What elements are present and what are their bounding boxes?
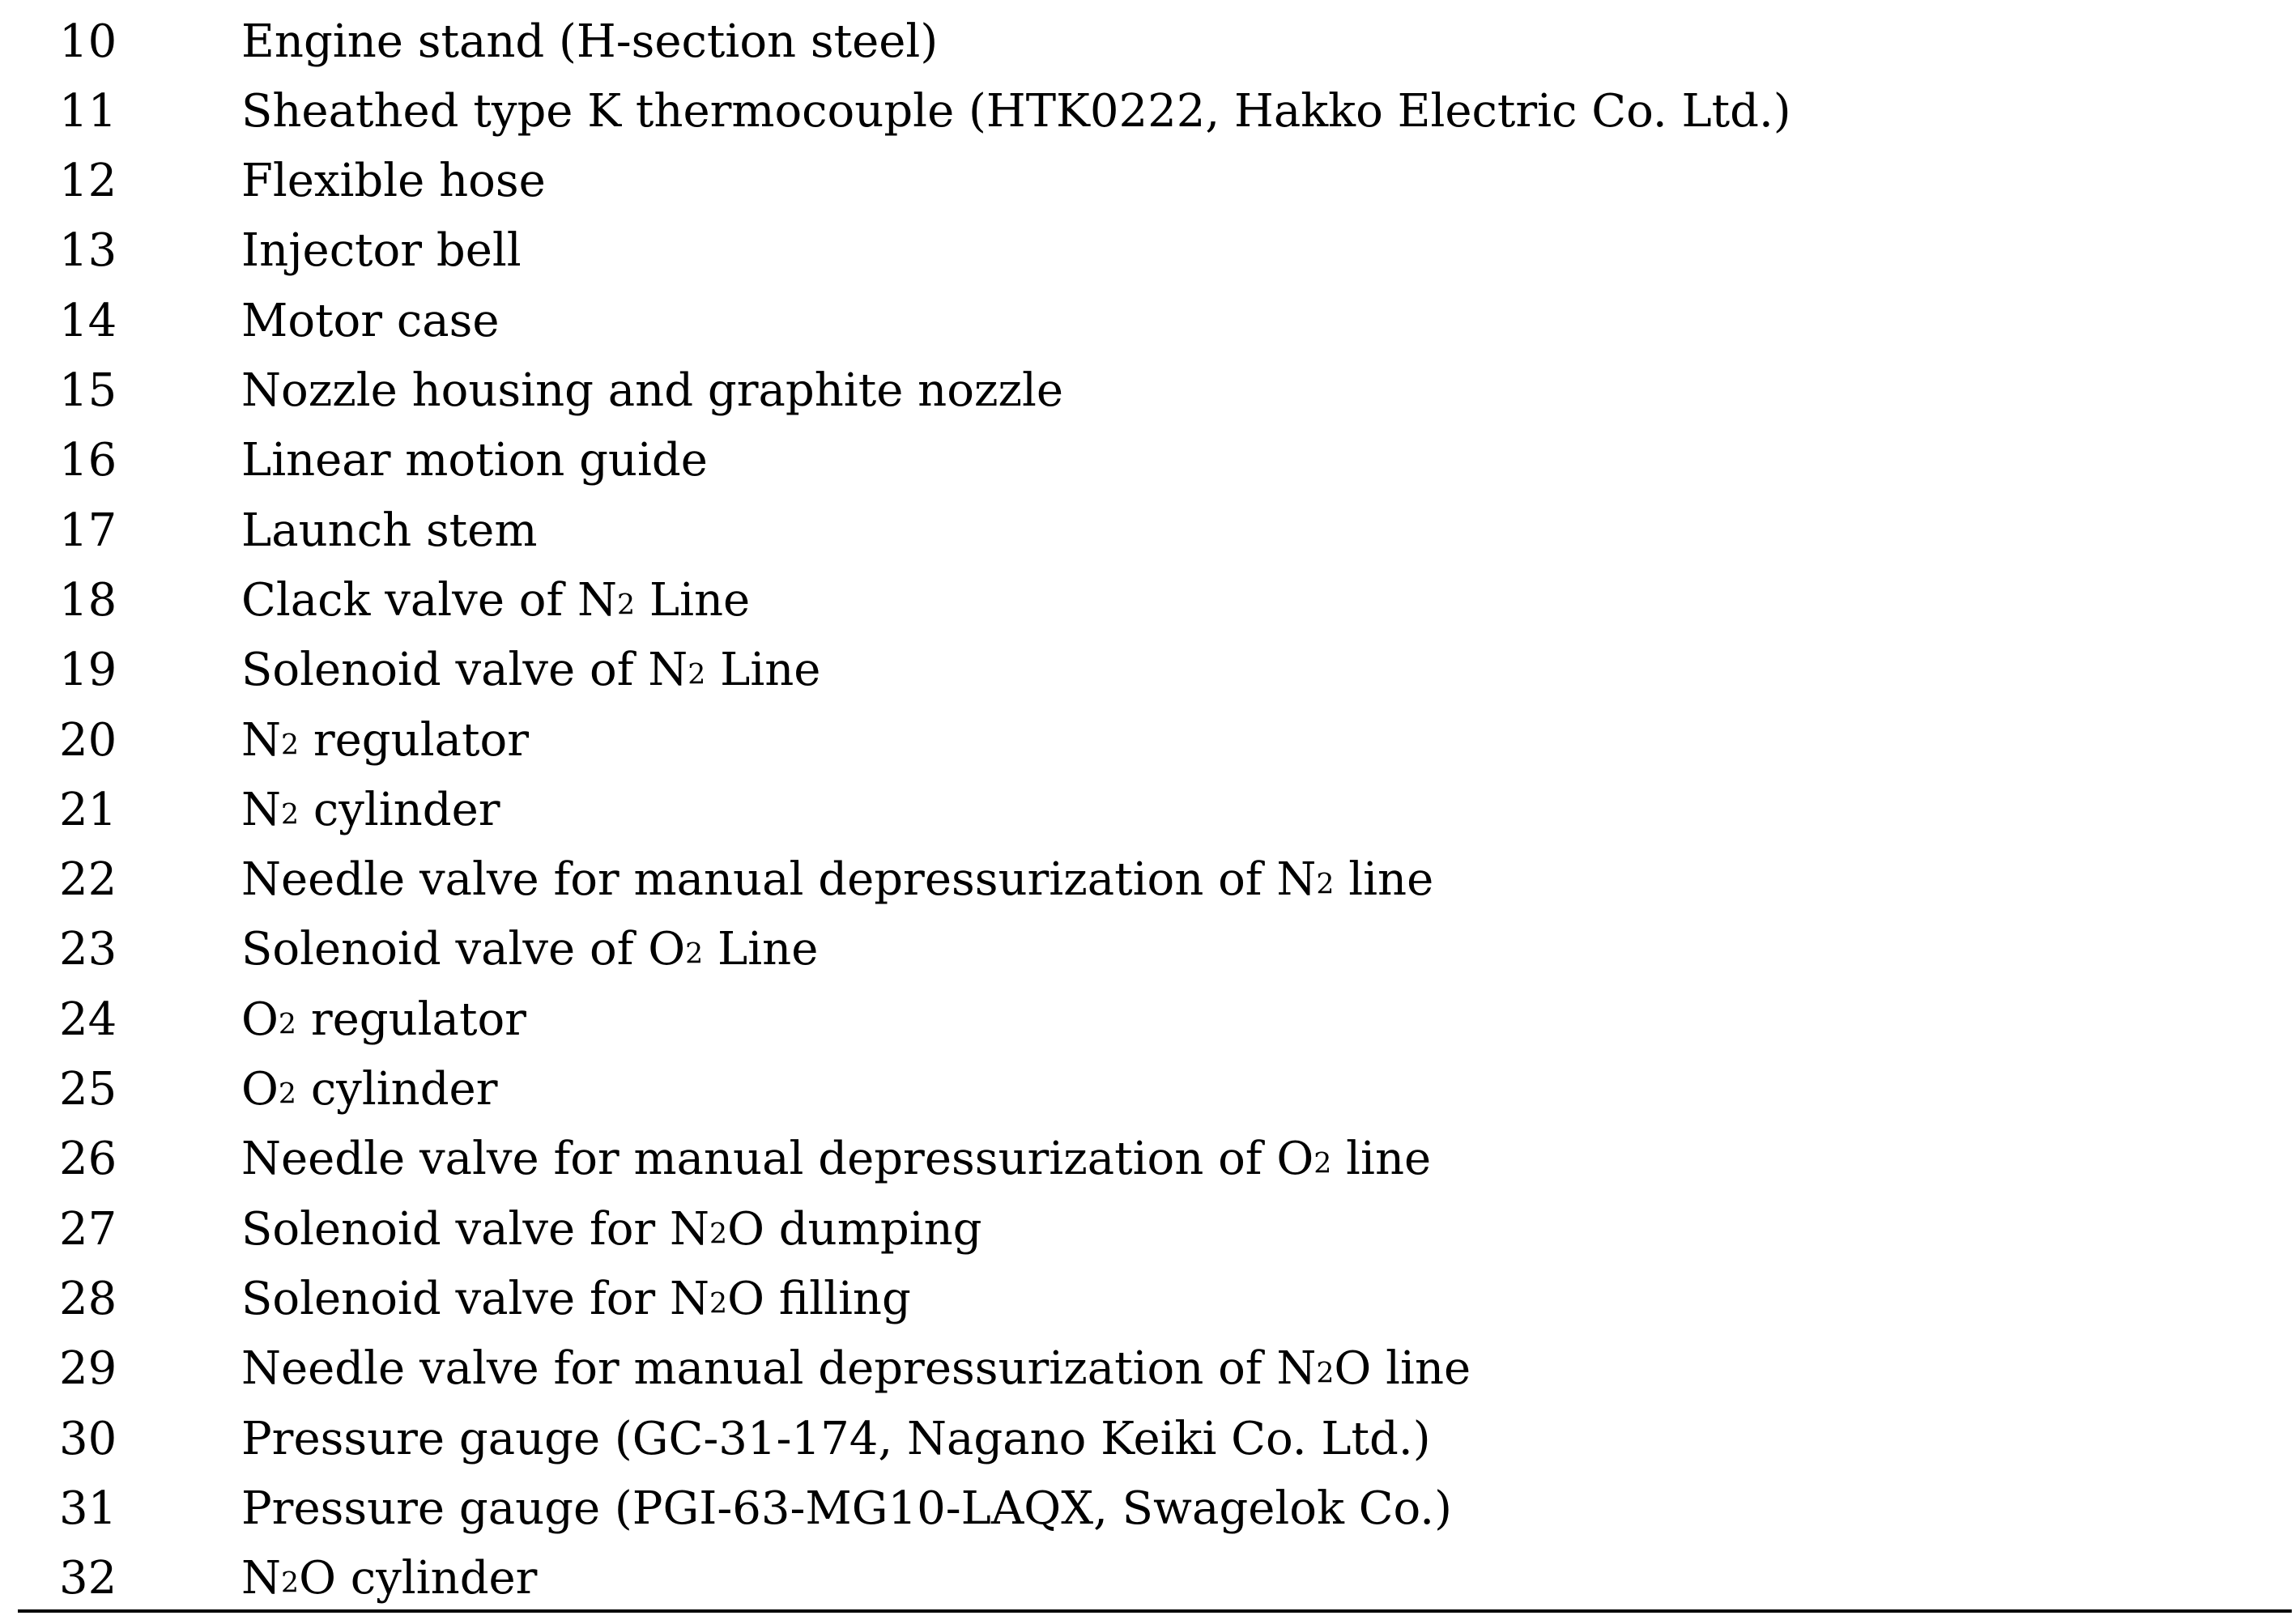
- item-description: [241, 1063, 497, 1116]
- text-segment: Injector bell: [241, 224, 522, 278]
- item-number: 21: [59, 783, 117, 836]
- text-segment: Needle valve for manual depressurization of N: [241, 1342, 1317, 1396]
- item-description: [241, 155, 546, 207]
- item-number: 28: [59, 1272, 117, 1325]
- text-segment: N: [241, 713, 281, 767]
- item-description: [241, 1342, 1471, 1395]
- item-number: 14: [59, 294, 117, 347]
- table-bottom-rule: [18, 1609, 2292, 1613]
- subscript: 2: [278, 1007, 297, 1040]
- subscript: 2: [281, 798, 300, 831]
- text-segment: N: [241, 1552, 281, 1605]
- text-segment: Solenoid valve of O: [241, 923, 686, 976]
- text-segment: O: [241, 1063, 279, 1116]
- text-segment: O cylinder: [299, 1552, 538, 1605]
- item-number: 27: [59, 1202, 117, 1256]
- item-description: [241, 923, 818, 976]
- subscript: 2: [1314, 1147, 1332, 1180]
- item-description: [241, 15, 938, 68]
- item-number: 26: [59, 1133, 117, 1186]
- text-segment: Line: [705, 644, 821, 697]
- item-number: 22: [59, 853, 117, 907]
- item-number: 10: [59, 15, 117, 68]
- subscript: 2: [688, 658, 706, 691]
- item-description: [241, 295, 499, 347]
- text-segment: Flexible hose: [241, 155, 546, 208]
- text-segment: O dumping: [727, 1202, 982, 1256]
- text-segment: Solenoid valve for N: [241, 1202, 709, 1256]
- text-segment: Motor case: [241, 294, 500, 347]
- item-number: 17: [59, 504, 117, 557]
- item-number: 32: [59, 1552, 117, 1605]
- text-segment: Solenoid valve of N: [241, 644, 688, 697]
- subscript: 2: [685, 937, 704, 971]
- text-segment: regulator: [299, 713, 530, 767]
- item-description: [241, 574, 750, 627]
- subscript: 2: [1316, 868, 1335, 901]
- item-description: [241, 1413, 1431, 1465]
- subscript: 2: [281, 728, 300, 761]
- text-segment: cylinder: [296, 1063, 498, 1116]
- text-segment: Sheathed type K thermocouple (HTK0222, Hakko Electric Co. Ltd.): [241, 84, 1791, 138]
- text-segment: Line: [703, 923, 819, 976]
- item-description: [241, 784, 500, 836]
- text-segment: Nozzle housing and graphite nozzle: [241, 364, 1063, 417]
- item-number: 30: [59, 1412, 117, 1465]
- item-number: 16: [59, 434, 117, 487]
- item-description: [241, 1203, 982, 1256]
- item-description: [241, 504, 537, 557]
- text-segment: Line: [635, 573, 751, 627]
- text-segment: O: [241, 993, 279, 1046]
- text-segment: Linear motion guide: [241, 434, 708, 487]
- item-description: [241, 993, 526, 1046]
- item-number: 15: [59, 364, 117, 417]
- text-segment: Pressure gauge (GC-31-174, Nagano Keiki Co. Ltd.): [241, 1412, 1431, 1465]
- item-number: 29: [59, 1342, 117, 1396]
- text-segment: line: [1334, 853, 1434, 907]
- text-segment: Pressure gauge (PGI-63-MG10-LAQX, Swagelok Co.): [241, 1482, 1452, 1535]
- text-segment: Needle valve for manual depressurization of N: [241, 853, 1317, 907]
- item-description: [241, 714, 529, 767]
- subscript: 2: [617, 589, 636, 622]
- subscript: 2: [709, 1287, 728, 1320]
- item-number: 20: [59, 713, 117, 767]
- text-segment: Engine stand (H-section steel): [241, 15, 939, 68]
- text-segment: Solenoid valve for N: [241, 1272, 709, 1325]
- item-number: 25: [59, 1063, 117, 1116]
- text-segment: O line: [1334, 1342, 1471, 1396]
- subscript: 2: [709, 1217, 728, 1250]
- text-segment: regulator: [296, 993, 526, 1046]
- item-description: [241, 1552, 537, 1605]
- text-segment: Launch stem: [241, 504, 538, 557]
- item-number: 23: [59, 923, 117, 976]
- text-segment: cylinder: [299, 783, 500, 836]
- text-segment: Needle valve for manual depressurization of O: [241, 1133, 1314, 1186]
- text-segment: N: [241, 783, 281, 836]
- subscript: 2: [278, 1078, 297, 1111]
- item-number: 11: [59, 84, 117, 138]
- item-description: [241, 644, 820, 696]
- item-description: [241, 434, 708, 487]
- text-segment: Clack valve of N: [241, 573, 617, 627]
- item-description: [241, 1133, 1431, 1185]
- text-segment: O filling: [727, 1272, 911, 1325]
- item-number: 24: [59, 993, 117, 1046]
- item-number: 31: [59, 1482, 117, 1535]
- item-description: [241, 1273, 911, 1325]
- item-description: [241, 364, 1063, 417]
- item-number: 13: [59, 224, 117, 278]
- item-description: [241, 1482, 1452, 1535]
- item-number: 18: [59, 573, 117, 627]
- item-description: [241, 224, 522, 277]
- text-segment: line: [1331, 1133, 1432, 1186]
- item-number: 12: [59, 155, 117, 208]
- item-number: 19: [59, 644, 117, 697]
- subscript: 2: [281, 1567, 300, 1600]
- subscript: 2: [1316, 1357, 1335, 1390]
- item-description: [241, 85, 1791, 138]
- item-description: [241, 853, 1433, 906]
